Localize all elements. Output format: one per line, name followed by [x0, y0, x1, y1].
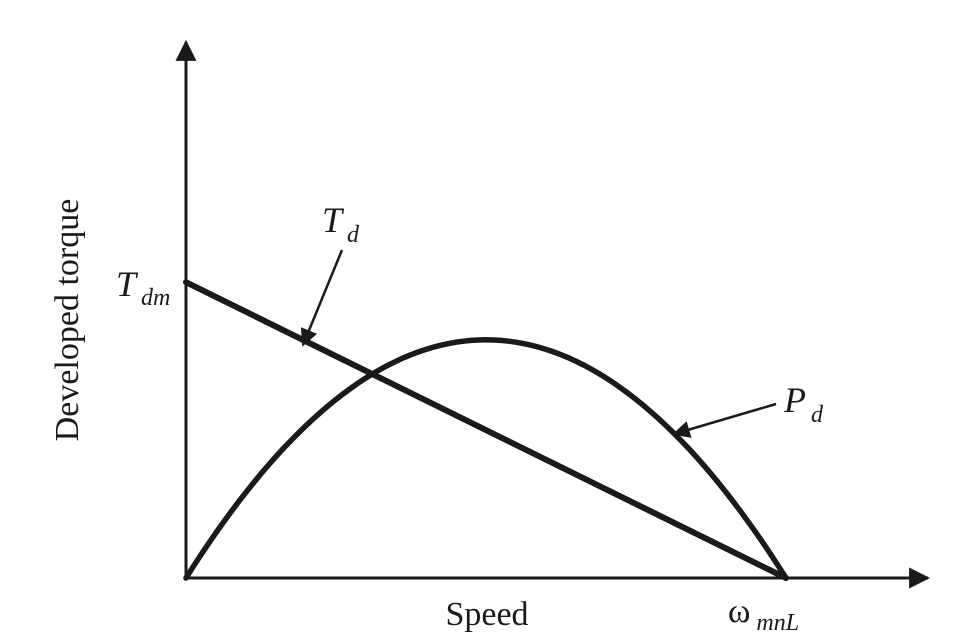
- power-curve-label: [783, 380, 824, 428]
- tdm-symbol: T: [116, 264, 137, 304]
- x-intercept-label: [728, 593, 799, 636]
- td-symbol: T: [322, 200, 343, 240]
- tdm-subscript: dm: [141, 285, 171, 311]
- y-axis-label: Developed torque: [49, 198, 86, 442]
- pd-symbol: P: [784, 380, 806, 420]
- x-axis-label: Speed: [445, 596, 529, 633]
- pd-leader-arrow: [674, 404, 776, 434]
- pd-subscript: d: [811, 402, 823, 428]
- y-intercept-label: [116, 264, 170, 311]
- torque-line-td: [186, 282, 786, 578]
- td-subscript: d: [347, 222, 360, 248]
- torque-curve-label: [322, 200, 360, 248]
- td-leader-arrow: [303, 250, 342, 345]
- omega-symbol: ω: [728, 593, 751, 630]
- omega-subscript: mnL: [756, 610, 800, 636]
- power-curve-pd: [186, 340, 786, 578]
